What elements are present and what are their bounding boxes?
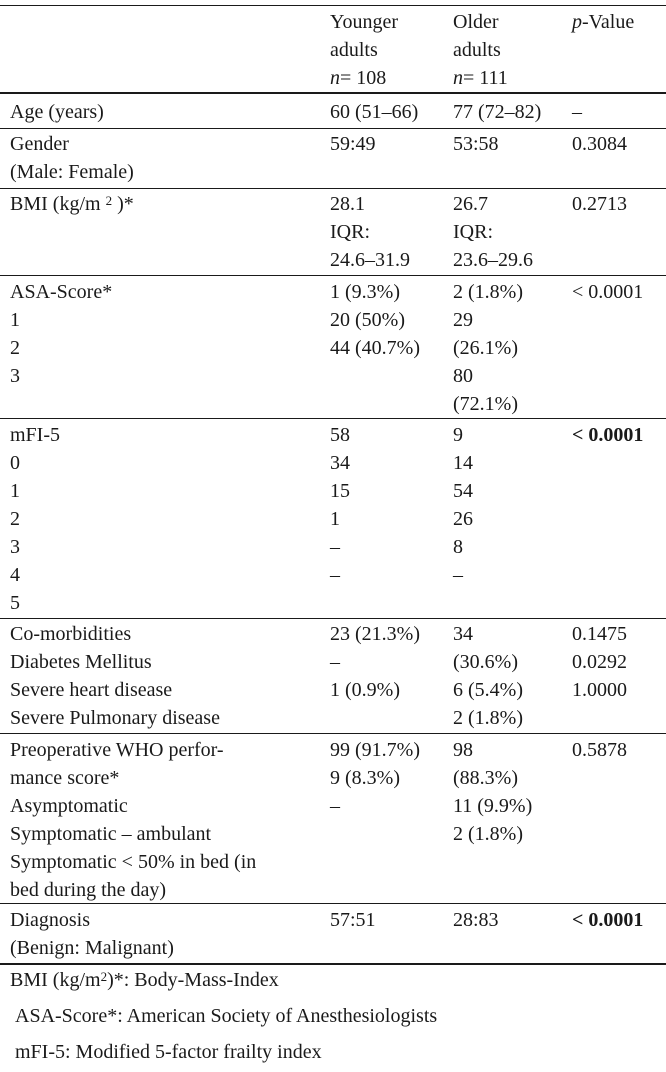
- header-p-value: p-Value: [572, 11, 635, 33]
- header-younger-adults: Younger adults n= 108: [330, 11, 398, 89]
- footnote-asa: ASA-Score*: American Society of Anesthesiologists: [15, 1005, 438, 1027]
- table-bottom-rule: [0, 963, 666, 965]
- row-label-mfi5: mFI-5: [10, 424, 60, 446]
- footnote-bmi: BMI $(kg/m^2)*$: Body-Mass-Index: [10, 969, 279, 991]
- row-divider: [0, 275, 666, 276]
- row-label-who-performance: Preoperative WHO perfor-: [10, 739, 224, 761]
- row-label-age: Age (years): [10, 101, 104, 123]
- p-value-significant: < 0.0001: [572, 424, 644, 446]
- header-older-adults: Older adults n= 111: [453, 11, 508, 89]
- header-bottom-rule: [0, 92, 666, 94]
- row-divider: [0, 418, 666, 419]
- row-divider: [0, 128, 666, 129]
- row-label-comorbidities: Co-morbidities: [10, 623, 132, 645]
- row-label-diagnosis: Diagnosis: [10, 909, 90, 931]
- row-divider: [0, 188, 666, 189]
- row-label-gender: Gender: [10, 133, 69, 155]
- row-label-asa: ASA-Score*: [10, 281, 113, 303]
- p-value-significant: < 0.0001: [572, 909, 644, 931]
- row-divider: [0, 618, 666, 619]
- row-divider: [0, 733, 666, 734]
- table-top-rule: [0, 5, 666, 6]
- footnote-mfi: mFI-5: Modified 5-factor frailty index: [15, 1041, 322, 1063]
- row-label-bmi: BMI (kg/m $^2$ )*: [10, 193, 134, 215]
- row-divider: [0, 903, 666, 904]
